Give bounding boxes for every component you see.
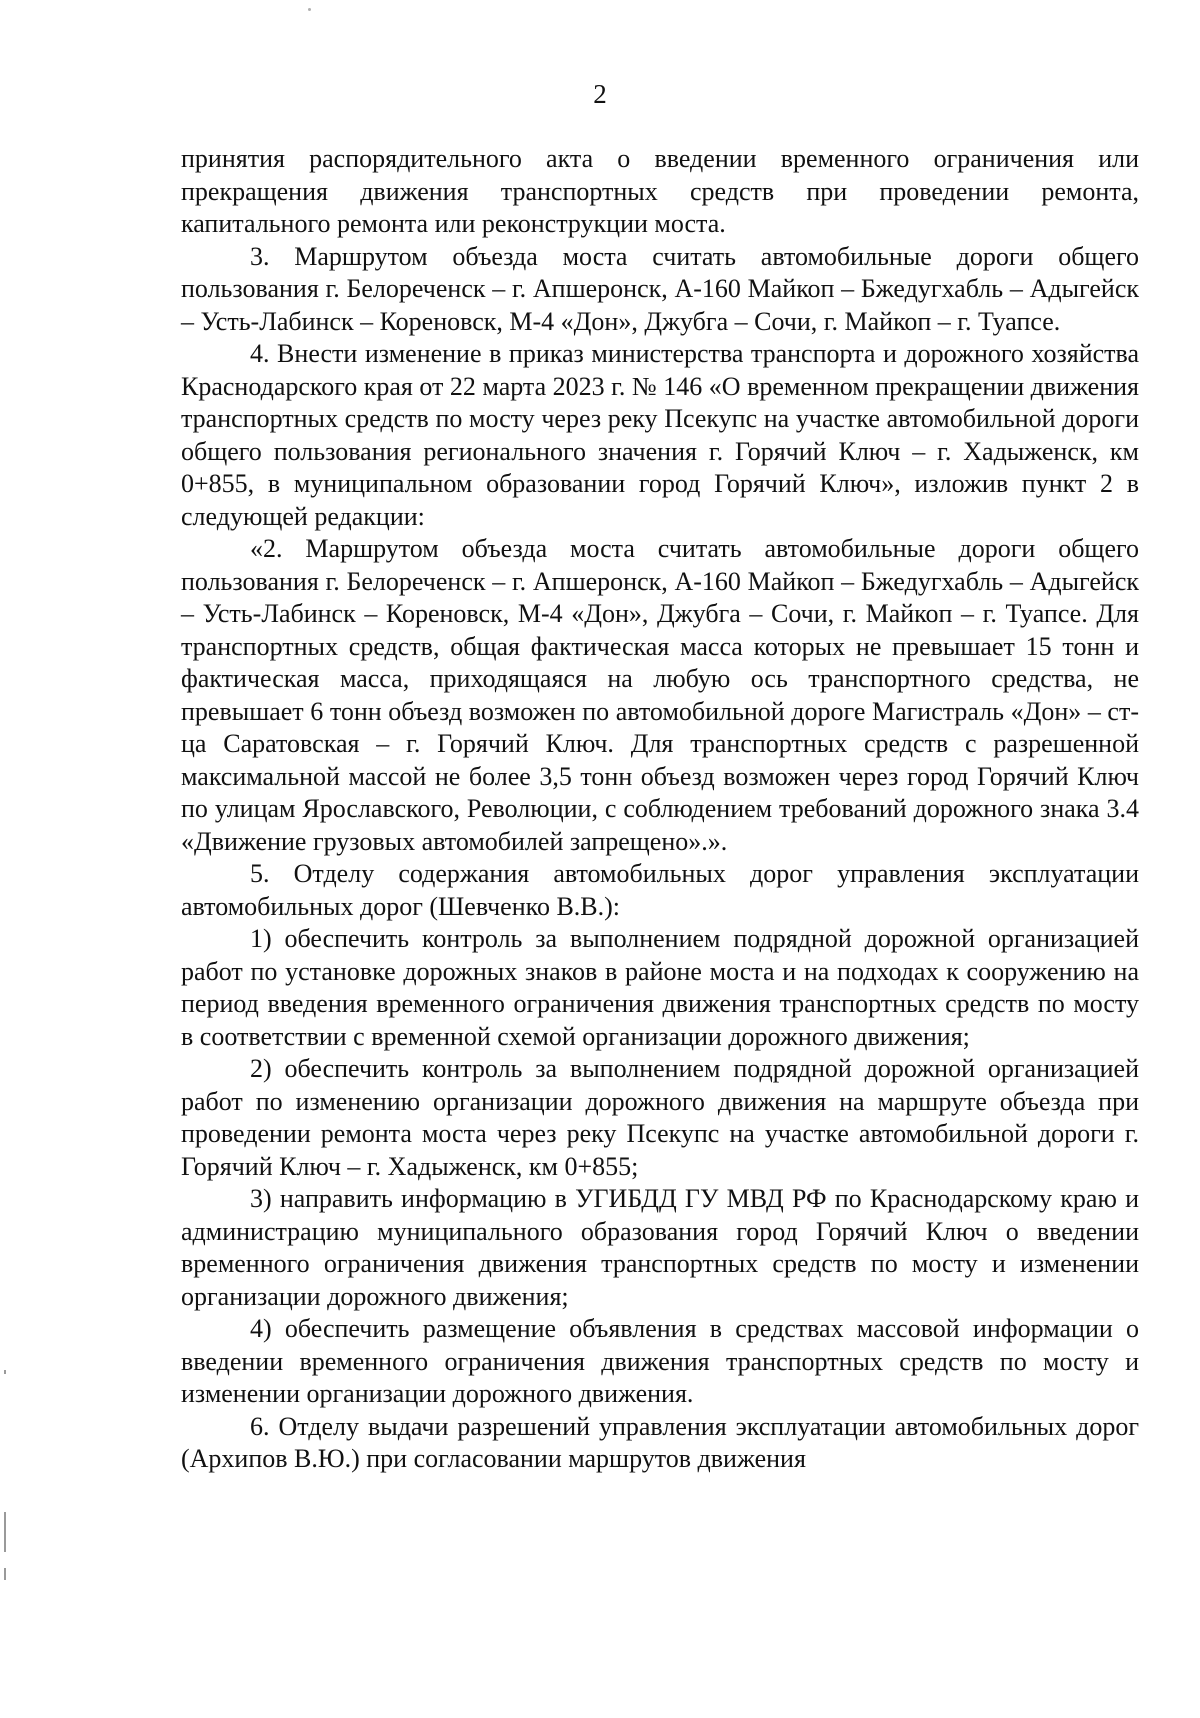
scan-speck (308, 8, 311, 11)
paragraph-item-4: 4. Внести изменение в приказ министерства транспорта и дорожного хозяйства Краснодарского края от 22 марта 2023 г. № 146 «О временном прекращении движения транспортных средств по мосту через реку Псекупс на участке автомобильной дороги общего пользования регионального значения г. Горячий Ключ – г. Хадыженск, км 0+855, в муниципальном образовании город Горячий Ключ», изложив пункт 2 в следующей редакции: (181, 339, 1139, 531)
paragraph-continuation: принятия распорядительного акта о введении временного ограничения или прекращения движения транспортных средств при проведении ремонта, капитального ремонта или реконструкции моста. (181, 144, 1139, 238)
paragraph-quoted-item-2: «2. Маршрутом объезда моста считать автомобильные дороги общего пользования г. Белореченск – г. Апшеронск, А-160 Майкоп – Бжедугхабль – Адыгейск – Усть-Лабинск – Кореновск, М-4 «Дон», Джубга – Сочи, г. Майкоп – г. Туапсе. Для транспортных средств, общая фактическая масса которых не превышает 15 тонн и фактическая масса, приходящаяся на любую ось транспортного средства, не превышает 6 тонн объезд возможен по автомобильной дороге Магистраль «Дон» – ст-ца Саратовская – г. Горячий Ключ. Для транспортных средств с разрешенной максимальной массой не более 3,5 тонн объезд возможен через город Горячий Ключ по улицам Ярославского, Революции, с соблюдением требований дорожного знака 3.4 «Движение грузовых автомобилей запрещено».». (181, 534, 1139, 856)
paragraph-item-3: 3. Маршрутом объезда моста считать автомобильные дороги общего пользования г. Белореченск – г. Апшеронск, А-160 Майкоп – Бжедугхабль – Адыгейск – Усть-Лабинск – Кореновск, М-4 «Дон», Джубга – Сочи, г. Майкоп – г. Туапсе. (181, 241, 1139, 336)
paragraph-subitem-2: 2) обеспечить контроль за выполнением подрядной дорожной организацией работ по изменению организации дорожного движения на маршруте объезда при проведении ремонта моста через реку Псекупс на участке автомобильной дороги г. Горячий Ключ – г. Хадыженск, км 0+855; (181, 1054, 1139, 1181)
paragraph-item-5: 5. Отделу содержания автомобильных дорог управления эксплуатации автомобильных дорог (Шевченко В.В.): (181, 859, 1139, 921)
paragraph-subitem-1: 1) обеспечить контроль за выполнением подрядной дорожной организацией работ по установке дорожных знаков в районе моста и на подходах к сооружению на период введения временного ограничения движения транспортных средств по мосту в соответствии с временной схемой организации дорожного движения; (181, 924, 1139, 1051)
scan-edge-mark (4, 1568, 6, 1580)
paragraph-item-6: 6. Отделу выдачи разрешений управления эксплуатации автомобильных дорог (Архипов В.Ю.) при согласовании маршрутов движения (181, 1411, 1139, 1473)
document-body (181, 143, 1139, 1476)
scan-edge-mark (4, 1512, 6, 1552)
paragraph-subitem-4: 4) обеспечить размещение объявления в средствах массовой информации о введении временного ограничения движения транспортных средств по мосту и изменении организации дорожного движения. (181, 1314, 1139, 1408)
paragraph-subitem-3: 3) направить информацию в УГИБДД ГУ МВД РФ по Краснодарскому краю и администрацию муниципального образования город Горячий Ключ о введении временного ограничения движения транспортных средств по мосту и изменении организации дорожного движения; (181, 1184, 1139, 1311)
scan-edge-mark (4, 1370, 6, 1374)
page-number: 2 (593, 79, 607, 109)
